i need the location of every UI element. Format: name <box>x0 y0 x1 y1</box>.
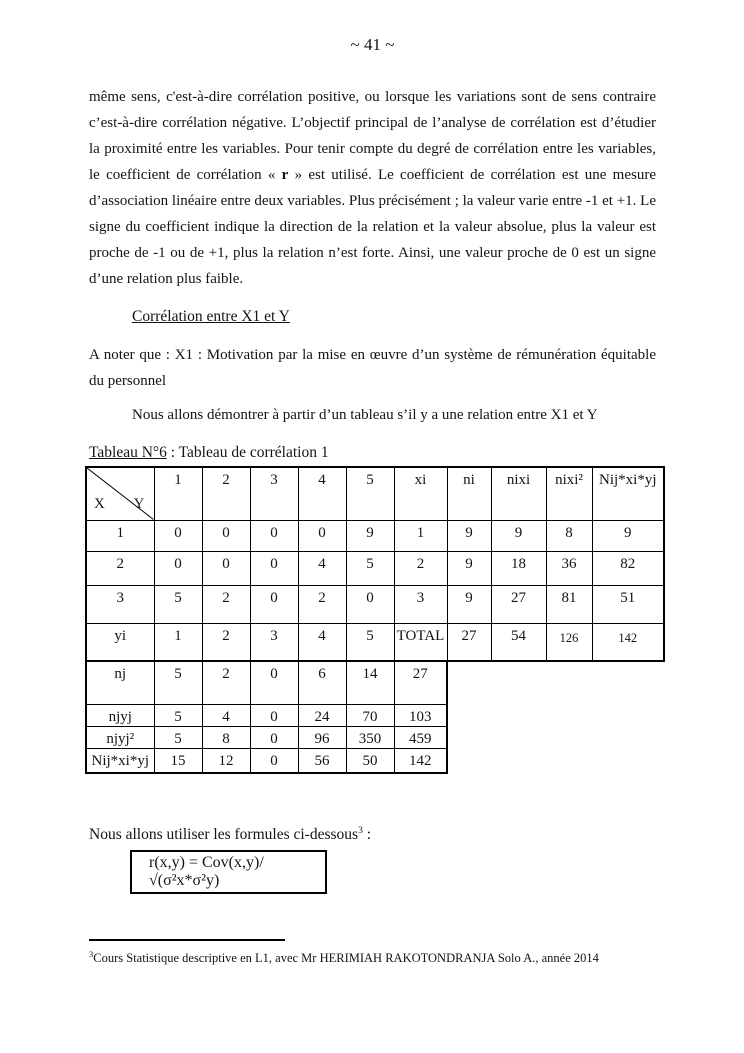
table-caption <box>89 440 656 466</box>
corner-x-label: X <box>94 495 105 512</box>
data-cell: 9 <box>491 520 546 551</box>
data-cell: 0 <box>250 585 298 623</box>
footnote-number: 3 <box>89 949 94 959</box>
total-label-cell: TOTAL <box>394 623 447 661</box>
corner-cell <box>86 467 154 520</box>
data-cell: 96 <box>298 727 346 749</box>
data-cell: 12 <box>202 749 250 773</box>
data-cell: 1 <box>394 520 447 551</box>
data-cell: 0 <box>298 520 346 551</box>
intro-paragraph <box>89 84 656 292</box>
table-header-row <box>86 467 664 520</box>
data-cell: 2 <box>394 551 447 585</box>
data-cell: 5 <box>346 551 394 585</box>
data-cell: 0 <box>250 520 298 551</box>
data-cell: 8 <box>546 520 592 551</box>
data-cell: 14 <box>346 662 394 705</box>
data-cell: 36 <box>546 551 592 585</box>
table-row <box>86 585 664 623</box>
data-cell: 51 <box>592 585 664 623</box>
row-label-cell: nj <box>86 662 154 705</box>
data-cell: 0 <box>250 727 298 749</box>
data-cell: 0 <box>346 585 394 623</box>
footnote-text <box>89 946 656 966</box>
row-label-cell: njyj² <box>86 727 154 749</box>
table-row <box>86 520 664 551</box>
data-cell: 8 <box>202 727 250 749</box>
data-cell: 27 <box>491 585 546 623</box>
footnote-body: Cours Statistique descriptive en L1, avec Mr HERIMIAH RAKOTONDRANJA Solo A., année 2014 <box>93 951 599 966</box>
header-cell: Nij*xi*yj <box>592 467 664 520</box>
row-label-cell: 1 <box>86 520 154 551</box>
table-caption-label: Tableau N°6 <box>89 444 167 461</box>
data-cell: 5 <box>154 705 202 727</box>
data-cell: 54 <box>491 623 546 661</box>
section-heading-text: Corrélation entre X1 et Y <box>132 308 290 325</box>
data-cell: 82 <box>592 551 664 585</box>
table-caption-rest: : Tableau de corrélation 1 <box>166 444 329 461</box>
section-heading <box>89 304 656 330</box>
data-cell: 9 <box>447 551 491 585</box>
data-cell: 0 <box>250 662 298 705</box>
data-cell: 0 <box>202 520 250 551</box>
row-label-cell: njyj <box>86 705 154 727</box>
data-cell: 0 <box>250 551 298 585</box>
row-label-cell: 2 <box>86 551 154 585</box>
formula-intro <box>89 818 656 848</box>
header-cell: 1 <box>154 467 202 520</box>
header-cell: 3 <box>250 467 298 520</box>
data-cell: 142 <box>394 749 447 773</box>
data-cell: 3 <box>394 585 447 623</box>
row-label-cell: Nij*xi*yj <box>86 749 154 773</box>
table-row <box>86 662 447 705</box>
footnote <box>89 939 656 966</box>
header-cell: 4 <box>298 467 346 520</box>
row-label-cell: 3 <box>86 585 154 623</box>
data-cell: 2 <box>202 662 250 705</box>
data-cell: 103 <box>394 705 447 727</box>
data-cell: 3 <box>250 623 298 661</box>
data-cell: 5 <box>346 623 394 661</box>
data-cell: 9 <box>447 520 491 551</box>
header-cell: ni <box>447 467 491 520</box>
paragraph-text-before: même sens, c'est-à-dire corrélation positive, ou lorsque les variations sont de sens contraire c’est-à-dire corrélation négative. L’objectif principal de l’analyse de corrélation est d’étudier la proximité entre les variables. Pour tenir compte du degré de corrélation entre les variables, le coefficient de corrélation « <box>89 89 656 183</box>
data-cell: 50 <box>346 749 394 773</box>
header-cell: 2 <box>202 467 250 520</box>
data-cell: 56 <box>298 749 346 773</box>
formula-box <box>130 850 327 894</box>
data-cell: 2 <box>298 585 346 623</box>
data-cell: 9 <box>447 585 491 623</box>
data-cell: 4 <box>202 705 250 727</box>
data-cell: 24 <box>298 705 346 727</box>
table-row-yi <box>86 623 664 661</box>
header-cell: xi <box>394 467 447 520</box>
row-label-cell: yi <box>86 623 154 661</box>
demo-line: Nous allons démontrer à partir d’un tableau s’il y a une relation entre X1 et Y <box>132 407 598 423</box>
coefficient-r-bold: r <box>281 167 289 183</box>
paragraph-text-after: » est utilisé. Le coefficient de corrélation est une mesure d’association linéaire entre deux variables. Plus précisément ; la valeur varie entre -1 et +1. Le signe du coefficient indique la direction de la relation et la valeur absolue, plus la valeur est proche de -1 ou de +1, plus la relation n’est forte. Ainsi, une valeur proche de 0 est un signe d’une relation plus faible. <box>89 167 656 287</box>
footnote-ref: 3 <box>358 825 363 836</box>
data-cell: 2 <box>202 585 250 623</box>
data-cell: 18 <box>491 551 546 585</box>
note-paragraph: A noter que : X1 : Motivation par la mise en œuvre d’un système de rémunération équitable du personnel <box>89 347 656 389</box>
data-cell: 9 <box>346 520 394 551</box>
data-cell: 81 <box>546 585 592 623</box>
header-cell: nixi <box>491 467 546 520</box>
data-cell: 0 <box>154 551 202 585</box>
data-cell: 9 <box>592 520 664 551</box>
table-row <box>86 551 664 585</box>
header-cell: nixi² <box>546 467 592 520</box>
page-number: ~ 41 ~ <box>350 35 395 54</box>
header-cell: 5 <box>346 467 394 520</box>
data-cell: 126 <box>546 623 592 661</box>
table-row <box>86 727 447 749</box>
formula-intro-tail: : <box>362 825 372 843</box>
footnote-separator <box>89 939 285 941</box>
data-cell: 1 <box>154 623 202 661</box>
data-cell: 6 <box>298 662 346 705</box>
data-cell: 70 <box>346 705 394 727</box>
data-cell: 0 <box>250 705 298 727</box>
data-cell: 0 <box>202 551 250 585</box>
data-cell: 5 <box>154 662 202 705</box>
data-cell: 142 <box>592 623 664 661</box>
data-cell: 5 <box>154 727 202 749</box>
formula-text: r(x,y) = Cov(x,y)/√(σ²x*σ²y) <box>149 853 264 889</box>
table-row <box>86 705 447 727</box>
correlation-table-lower <box>85 661 448 774</box>
data-cell: 27 <box>447 623 491 661</box>
data-cell: 5 <box>154 585 202 623</box>
data-cell: 27 <box>394 662 447 705</box>
formula-intro-text: Nous allons utiliser les formules ci-dessous <box>89 825 359 843</box>
corner-y-label: Y <box>133 495 145 512</box>
table-row <box>86 749 447 773</box>
data-cell: 459 <box>394 727 447 749</box>
data-cell: 15 <box>154 749 202 773</box>
data-cell: 0 <box>250 749 298 773</box>
data-cell: 350 <box>346 727 394 749</box>
data-cell: 0 <box>154 520 202 551</box>
data-cell: 4 <box>298 623 346 661</box>
data-cell: 2 <box>202 623 250 661</box>
data-cell: 4 <box>298 551 346 585</box>
correlation-table-upper <box>85 466 665 662</box>
